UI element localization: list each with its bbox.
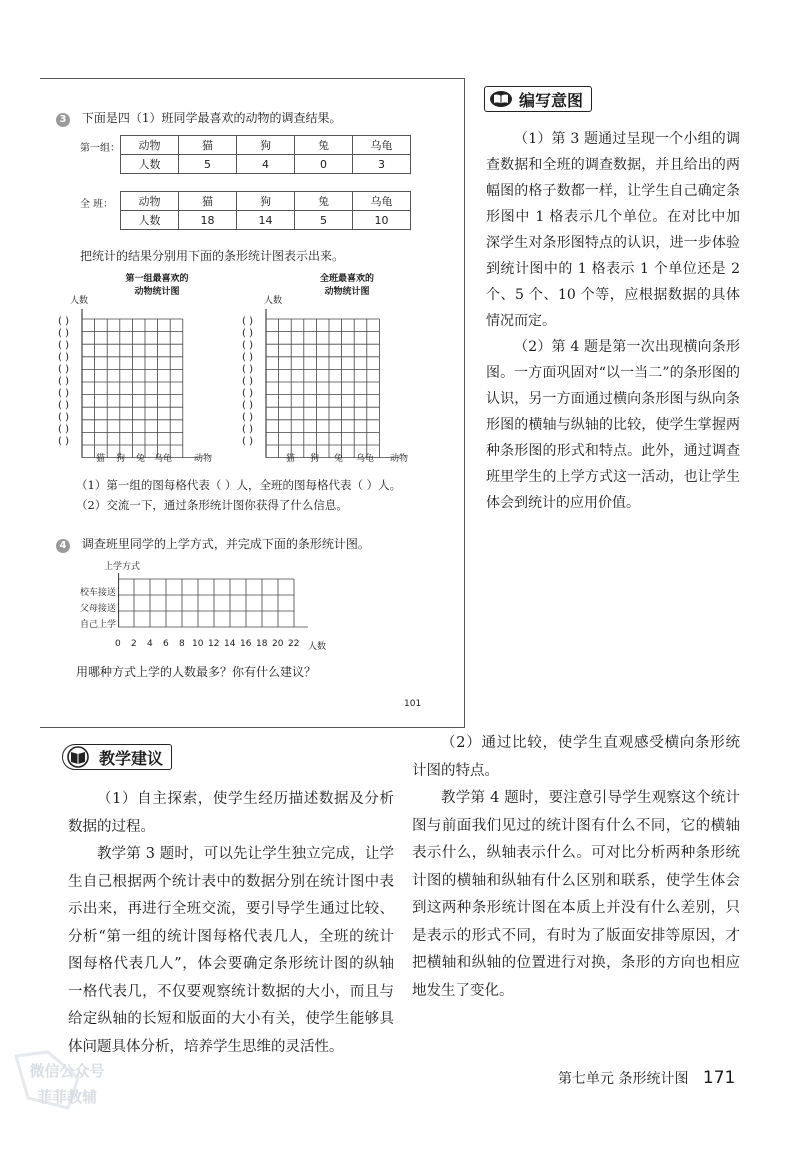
problem-4-intro-text: 调查班里同学的上学方式，并完成下面的条形统计图。 bbox=[81, 537, 370, 551]
x-tick: 0 bbox=[115, 639, 121, 649]
suggestion-badge bbox=[62, 744, 172, 770]
y-paren: ( ) bbox=[242, 376, 253, 387]
suggestion-heading bbox=[62, 742, 172, 772]
x-axis-label: 动物 bbox=[194, 454, 213, 464]
y-paren: ( ) bbox=[58, 340, 69, 351]
intent-paragraph: （1）第 3 题通过呈现一个小组的调查数据和全班的调查数据，并且给出的两幅图的格子数都一样，让学生自己确定条形图中 1 格表示几个单位。在对比中加深学生对条形图特点的认识，进一步体验到统计图中的 1 格表示 1 个单位还是 2 个、5 个、10 个等，应根据数据的具体情况而定。 bbox=[486, 131, 740, 329]
chart2-title-line1: 全班最喜欢的 bbox=[319, 274, 374, 284]
table-header-cell: 乌龟 bbox=[353, 192, 411, 211]
problem-3-q1: （1）第一组的图每格代表（ ）人，全班的图每格代表（ ）人。 bbox=[76, 478, 402, 492]
suggestion-title: 教学建议 bbox=[99, 748, 164, 768]
chart1-y-label: 人数 bbox=[70, 296, 89, 306]
y-paren: ( ) bbox=[58, 316, 69, 327]
x-tick: 2 bbox=[131, 639, 137, 649]
chart1-title bbox=[112, 271, 202, 297]
category-label: 自己上学 bbox=[80, 620, 117, 630]
problem-3-number: 3 bbox=[56, 113, 70, 127]
problem-4-categories bbox=[80, 585, 116, 633]
chart2-y-label: 人数 bbox=[264, 296, 283, 306]
watermark-line1: 微信公众号 bbox=[29, 1062, 105, 1080]
suggestion-paragraph: 教学第 4 题时，要注意引导学生观察这个统计图与前面我们见过的统计图有什么不同，它的横轴表示什么，纵轴表示什么。可对比分析两种条形统计图的横轴和纵轴有什么区别和联系，使学生体会到这两种条形统计图在本质上并没有什么差别，只是表示的形式不同，有时为了版面安排等原因，才把横轴和纵轴的位置进行对换，条形的方向也相应地发生了变化。 bbox=[412, 790, 740, 999]
chart1-y-parens bbox=[58, 316, 69, 448]
chart1-title-line1: 第一组最喜欢的 bbox=[125, 274, 189, 284]
y-paren: ( ) bbox=[58, 412, 69, 423]
x-tick: 4 bbox=[147, 639, 153, 649]
suggestion-left-column bbox=[68, 786, 394, 1061]
problem-3-intro-text: 下面是四（1）班同学最喜欢的动物的调查结果。 bbox=[81, 111, 342, 125]
problem-4-grid bbox=[118, 573, 318, 635]
x-tick: 8 bbox=[179, 639, 185, 649]
intent-heading bbox=[484, 84, 592, 114]
y-paren: ( ) bbox=[242, 388, 253, 399]
x-label: 乌龟 bbox=[356, 454, 375, 464]
chart2-title-line2: 动物统计图 bbox=[324, 287, 370, 297]
x-label: 兔 bbox=[334, 454, 344, 464]
x-tick: 10 bbox=[192, 639, 204, 649]
table-row-label: 人数 bbox=[121, 155, 179, 174]
y-paren: ( ) bbox=[58, 328, 69, 339]
table-cell: 4 bbox=[237, 155, 295, 174]
table-header-cell: 动物 bbox=[121, 192, 179, 211]
y-paren: ( ) bbox=[58, 436, 69, 447]
y-paren: ( ) bbox=[242, 364, 253, 375]
y-paren: ( ) bbox=[58, 400, 69, 411]
footer-page-number: 171 bbox=[702, 1068, 736, 1088]
y-paren: ( ) bbox=[242, 352, 253, 363]
problem-4-intro bbox=[56, 535, 370, 553]
x-axis-label: 动物 bbox=[390, 454, 409, 464]
chart2-grid bbox=[262, 303, 412, 459]
chart2-title bbox=[302, 271, 392, 297]
x-label: 乌龟 bbox=[154, 454, 173, 464]
y-paren: ( ) bbox=[242, 412, 253, 423]
chart1-title-line2: 动物统计图 bbox=[134, 287, 180, 297]
table-header-cell: 狗 bbox=[237, 192, 295, 211]
x-tick: 22 bbox=[288, 639, 300, 649]
table-header-cell: 狗 bbox=[237, 136, 295, 155]
table-cell: 5 bbox=[179, 155, 237, 174]
textbook-page bbox=[40, 78, 465, 728]
intent-body bbox=[486, 126, 740, 516]
x-label: 猫 bbox=[96, 454, 106, 464]
intent-title: 编写意图 bbox=[519, 90, 584, 110]
table-header-cell: 动物 bbox=[121, 136, 179, 155]
y-paren: ( ) bbox=[58, 424, 69, 435]
group1-label: 第一组： bbox=[80, 143, 120, 154]
category-label: 父母接送 bbox=[80, 604, 117, 614]
suggestion-paragraph: （1）自主探索，使学生经历描述数据及分析数据的过程。 bbox=[68, 791, 394, 835]
y-paren: ( ) bbox=[58, 376, 69, 387]
group1-table bbox=[120, 135, 411, 174]
table-header-cell: 猫 bbox=[179, 192, 237, 211]
x-label: 猫 bbox=[286, 454, 296, 464]
y-paren: ( ) bbox=[58, 352, 69, 363]
x-axis-label: 人数 bbox=[308, 642, 327, 652]
open-book-icon bbox=[67, 746, 93, 768]
category-label: 校车接送 bbox=[80, 588, 117, 598]
problem-3-intro bbox=[56, 109, 341, 127]
footer-unit: 第七单元 条形统计图 bbox=[558, 1071, 689, 1087]
table-header-cell: 猫 bbox=[179, 136, 237, 155]
table-cell: 3 bbox=[353, 155, 411, 174]
watermark bbox=[8, 1048, 118, 1158]
table-header-cell: 兔 bbox=[295, 136, 353, 155]
y-paren: ( ) bbox=[242, 316, 253, 327]
y-paren: ( ) bbox=[58, 388, 69, 399]
table-cell: 14 bbox=[237, 211, 295, 230]
intent-badge bbox=[484, 86, 592, 112]
watermark-line2: 菲菲教辅 bbox=[36, 1088, 97, 1106]
table-cell: 10 bbox=[353, 211, 411, 230]
y-paren: ( ) bbox=[242, 400, 253, 411]
y-paren: ( ) bbox=[58, 364, 69, 375]
intent-paragraph: （2）第 4 题是第一次出现横向条形图。一方面巩固对“以一当二”的条形图的认识，另一方面通过横向条形图与纵向条形图的横轴与纵轴的比较，使学生掌握两种条形图的形式和特点。此外，通过调查班里学生的上学方式这一活动，也让学生体会到统计的应用价值。 bbox=[486, 339, 740, 511]
table-cell: 18 bbox=[179, 211, 237, 230]
x-tick: 20 bbox=[272, 639, 284, 649]
chart2-y-parens bbox=[242, 316, 253, 448]
problem-4-question: 用哪种方式上学的人数最多？你有什么建议？ bbox=[76, 665, 317, 679]
y-paren: ( ) bbox=[242, 328, 253, 339]
table-header-cell: 乌龟 bbox=[353, 136, 411, 155]
suggestion-paragraph: （2）通过比较，使学生直观感受横向条形统计图的特点。 bbox=[412, 735, 740, 779]
book-icon bbox=[489, 90, 513, 108]
x-label: 狗 bbox=[310, 454, 320, 464]
x-tick: 12 bbox=[208, 639, 220, 649]
x-tick: 14 bbox=[224, 639, 236, 649]
footer bbox=[558, 1068, 735, 1088]
textbook-page-number: 101 bbox=[404, 699, 422, 709]
x-tick: 6 bbox=[163, 639, 169, 649]
y-paren: ( ) bbox=[242, 436, 253, 447]
chart1-grid bbox=[78, 303, 202, 459]
table-row-label: 人数 bbox=[121, 211, 179, 230]
y-paren: ( ) bbox=[242, 424, 253, 435]
problem-4-x-ticks bbox=[115, 639, 358, 652]
class-label: 全 班： bbox=[80, 199, 114, 210]
class-table bbox=[120, 191, 411, 230]
problem-3-q2: （2）交流一下，通过条形统计图你获得了什么信息。 bbox=[76, 498, 348, 512]
problem-3-instruction: 把统计的结果分别用下面的条形统计图表示出来。 bbox=[80, 249, 345, 263]
suggestion-paragraph: 教学第 3 题时，可以先让学生独立完成，让学生自己根据两个统计表中的数据分别在统计图中表示出来，再进行全班交流，要引导学生通过比较、分析“第一组的统计图每格代表几人，全班的统计图每格代表几人”，体会要确定条形统计图的纵轴一格代表几，不仅要观察统计数据的大小，而且与给定纵轴的长短和版面的大小有关，使学生能够具体问题具体分析，培养学生思维的灵活性。 bbox=[68, 846, 394, 1055]
x-tick: 18 bbox=[256, 639, 268, 649]
y-paren: ( ) bbox=[242, 340, 253, 351]
suggestion-right-column bbox=[412, 730, 740, 1005]
table-cell: 0 bbox=[295, 155, 353, 174]
problem-4-y-label: 上学方式 bbox=[104, 562, 141, 572]
table-cell: 5 bbox=[295, 211, 353, 230]
x-label: 狗 bbox=[116, 454, 126, 464]
problem-4-number: 4 bbox=[56, 539, 70, 553]
x-tick: 16 bbox=[240, 639, 252, 649]
table-header-cell: 兔 bbox=[295, 192, 353, 211]
x-label: 兔 bbox=[136, 454, 146, 464]
